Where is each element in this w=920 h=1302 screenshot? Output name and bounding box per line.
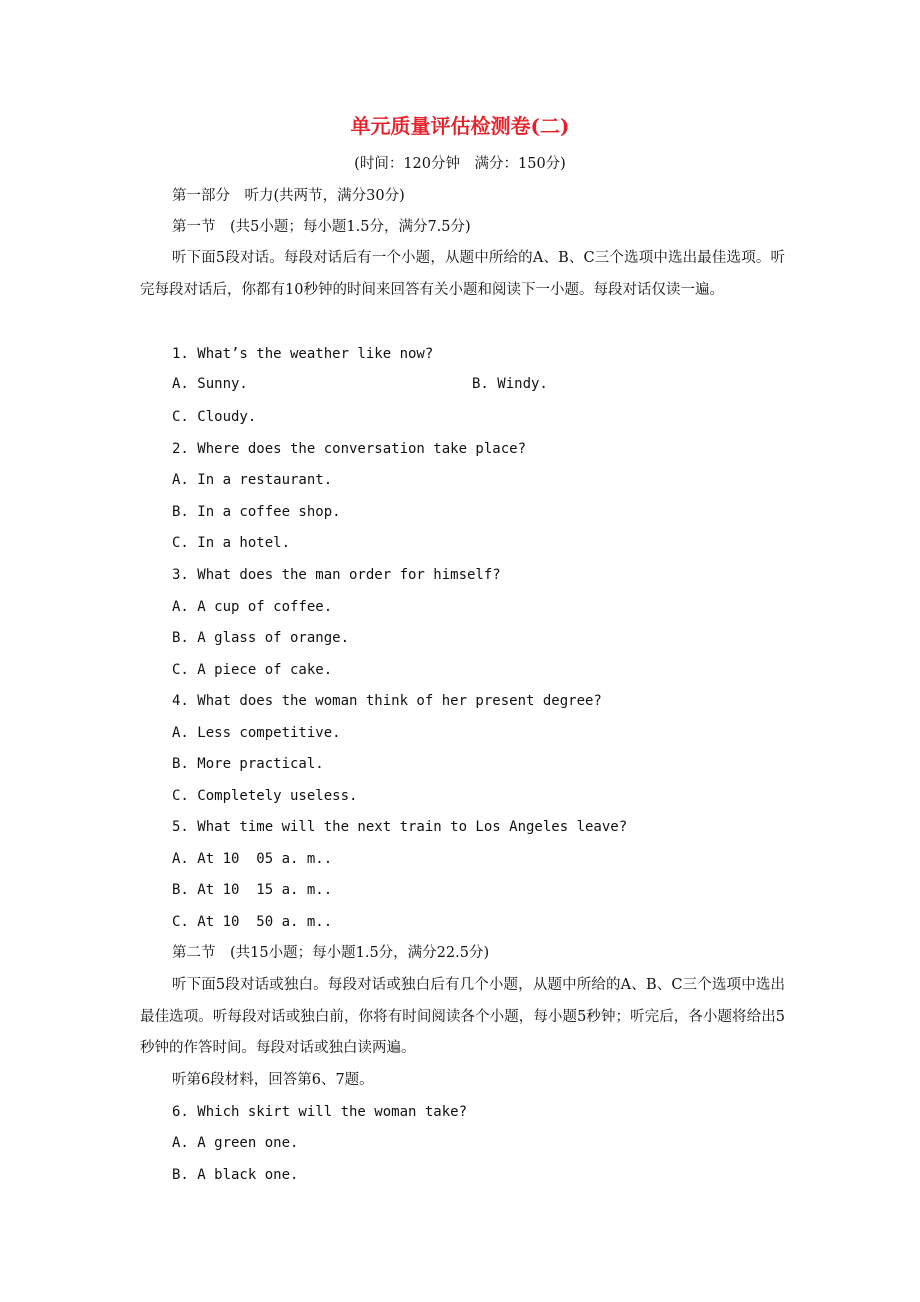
exam-title: 单元质量评估检测卷(二) [350,114,570,138]
section2-instructions: 听下面5段对话或独白。每段对话或独白后有几个小题，从题中所给的A、B、C三个选项中选出最佳选项。听每段对话或独白前，你将有时间阅读各个小题，每小题5秒钟；听完后，各小题将给出5秒钟的作答时间。每段对话或独白读两遍。 [140,977,785,1056]
question-6-stem: 6. Which skirt will the woman take? [172,1104,468,1120]
question-4-option-a: A. Less competitive. [172,725,341,741]
part1-heading: 第一部分 听力(共两节，满分30分) [172,188,405,204]
question-2-option-b: B. In a coffee shop. [172,504,341,520]
question-6-option-b: B. A black one. [172,1167,299,1183]
question-5-option-b: B. At 10 15 a. m.. [172,882,333,898]
question-3-option-b: B. A glass of orange. [172,630,350,646]
question-2-option-a: A. In a restaurant. [172,472,333,488]
section1-heading: 第一节 (共5小题；每小题1.5分，满分7.5分) [172,219,471,235]
question-5-option-a: A. At 10 05 a. m.. [172,851,333,867]
section2-heading: 第二节 (共15小题；每小题1.5分，满分22.5分) [172,945,490,961]
question-4-option-b: B. More practical. [172,756,324,772]
question-3-stem: 3. What does the man order for himself? [172,567,501,583]
question-5-option-c: C. At 10 50 a. m.. [172,914,333,930]
question-3-option-a: A. A cup of coffee. [172,599,333,615]
question-4-stem: 4. What does the woman think of her present degree? [172,693,602,709]
question-2-option-c: C. In a hotel. [172,535,291,551]
question-5-stem: 5. What time will the next train to Los Angeles leave? [172,819,628,835]
question-1-option-b: B. Windy. [472,376,548,392]
exam-meta: (时间：120分钟 满分：150分) [354,156,566,172]
question-1-options-row [172,376,732,396]
question-1-stem: 1. What’s the weather like now? [172,346,434,362]
question-3-option-c: C. A piece of cake. [172,662,333,678]
question-6-option-a: A. A green one. [172,1135,299,1151]
question-1-option-a: A. Sunny. [172,376,248,392]
question-4-option-c: C. Completely useless. [172,788,358,804]
question-2-stem: 2. Where does the conversation take place? [172,441,527,457]
material-6-instruction: 听第6段材料，回答第6、7题。 [172,1072,374,1088]
question-1-option-c: C. Cloudy. [172,409,257,425]
section1-instructions: 听下面5段对话。每段对话后有一个小题，从题中所给的A、B、C三个选项中选出最佳选项。听完每段对话后，你都有10秒钟的时间来回答有关小题和阅读下一小题。每段对话仅读一遍。 [140,250,785,298]
